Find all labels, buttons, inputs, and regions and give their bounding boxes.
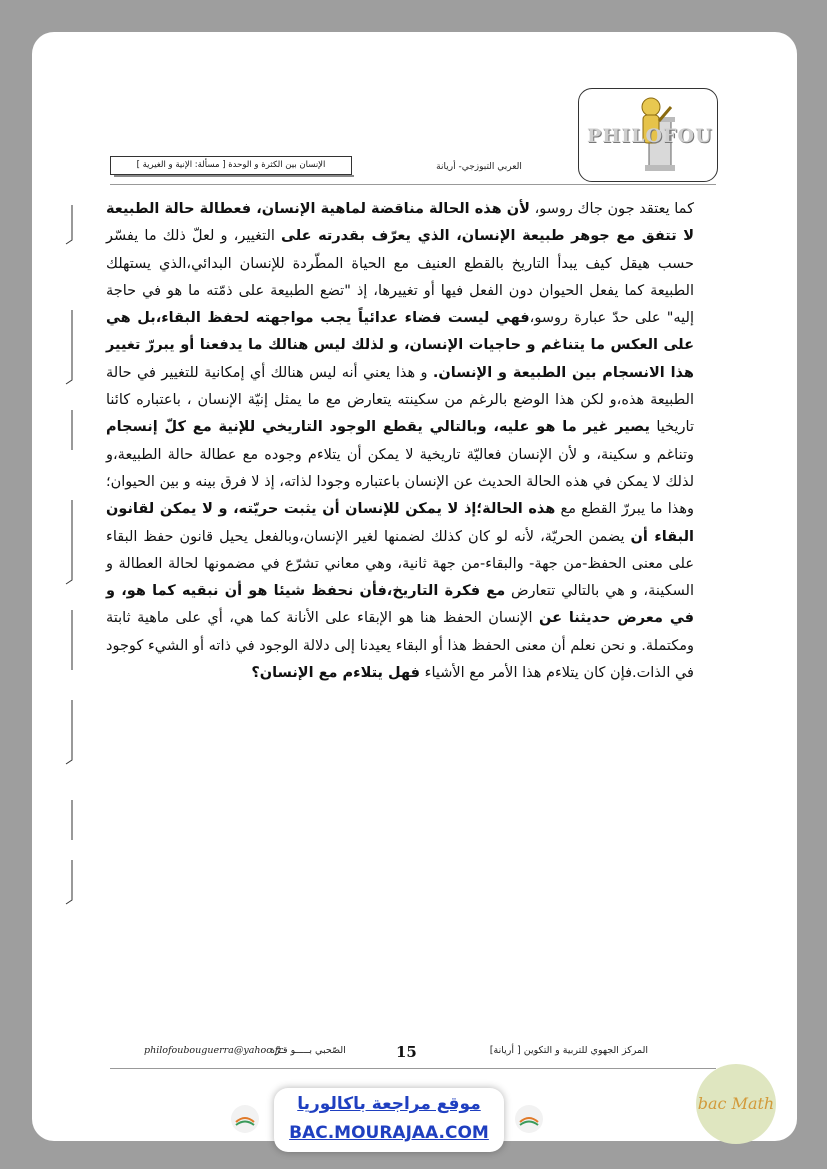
body-segment: وتناغم و سكينة، و لأن الإنسان فعاليّة تاريخية لا يمكن أن يتلاءم وجوده مع عطالة حالة الطبيعة،و لذلك لا يمكن في هذه الحالة الحديث عن الإنسان باعتباره وجودا لذاته، إذ لا فرق بينه و بين الحيوان؛ وهذا ما يبررّ القطع مع (106, 446, 694, 518)
footer-rule (110, 1068, 716, 1069)
footer-author: الصّحبي بـــــو قـرّة (270, 1045, 346, 1056)
body-segment: و هذا يعني أنه ليس هنالك أي إمكانية للتغيير في حالة الطبيعة هذه،و لكن هذا الوضع بالرغم من سكينته يتعارض مع ما يمثل إنيّة الإنسان ، باعتباره كائنا تاريخيا (106, 364, 694, 436)
philofou-logo (578, 88, 718, 182)
body-segment-bold: لأن هذه الحالة مناقضة لماهية الإنسان، فعطالة حالة الطبيعة لا تتفق مع جوهر طبيعة الإنسان، الذي يعرّف بقدرته على (106, 201, 695, 245)
body-segment: التغيير، و لعلّ ذلك ما يفسّر حسب هيقل كيف يبدأ التاريخ بالقطع العنيف مع الحياة المطّردة للإنسان البدائي،الذي يستهلك الطبيعة كما يفعل الحيوان دون الفعل فيها أو تغييرها، إذ "تضع الطبيعة على ذمّته ما هو في حاجة إليه" على حدّ عبارة روسو، (106, 228, 694, 327)
header-author: العربي التبوزجي- أريانة (436, 162, 522, 172)
body-segment-bold: فهل يتلاءم مع الإنسان؟ (251, 665, 421, 682)
book-logo-icon (514, 1104, 544, 1134)
margin-ornament (62, 200, 76, 920)
body-segment: يضمن الحريّة، لأنه لو كان كذلك لضمنها لغير الإنسان،وبالفعل يحيل قانون حفظ البقاء على معنى الحفظ-من جهة- والبقاء-من جهة ثانية، وهي معاني تشرّع في مضمونها لحالة العطالة و السكينة، و هي بالتالي تتعارض (106, 528, 694, 600)
header-title: الإنسان بين الكثرة و الوحدة [ مسألة: الإنية و الغيرية ] (110, 156, 352, 175)
banner-latin-link[interactable]: BAC.MOURAJAA.COM (289, 1123, 489, 1143)
page-number: 15 (396, 1043, 417, 1061)
site-banner[interactable] (274, 1088, 504, 1152)
body-segment: الإنسان الحفظ هنا هو الإبقاء على الأنانة كما هي، أي على ماهية ثابتة ومكتملة. و نحن نعلم أن معنى الحفظ هذا أو البقاء يعيدنا إلى دلالة الوجود في ذاته أو الشيء كوجود في الذات.فإن كان يتلاءم هذا الأمر مع الأشياء (106, 610, 694, 682)
logo-text: PHILOFOU (587, 125, 713, 147)
footer-email: philofoubouguerra@yahoo.fr (144, 1045, 283, 1056)
bac-math-badge: bac Math (696, 1064, 776, 1144)
header-title-shadow (114, 175, 354, 177)
body-segment-bold: هذه الحالة؛إذ لا يمكن للإنسان أن يثبت حريّته، و لا يمكن لقانون البقاء أن (106, 501, 694, 545)
body-segment-bold: يصير غير ما هو عليه، وبالتالي يقطع الوجود التاريخي للإنية مع كلّ إنسجام (106, 419, 650, 436)
footer-institution: المركز الجهوي للتربية و التكوين [ أريانة] (489, 1045, 648, 1056)
body-text (106, 196, 694, 687)
body-segment-bold: فهي ليست فضاء عدائياً يجب مواجهته لحفظ البقاء،بل هي على العكس ما يتناغم و حاجيات الإنسان، و لذلك ليس هنالك ما يدفعنا أو يبررّ تغيير هذا الانسجام بين الطبيعة و الإنسان. (106, 310, 694, 381)
body-segment-bold: مع فكرة التاريخ،فأن نحفظ شيئا هو أن نبقيه كما هو، و في معرض حديثنا عن (106, 583, 694, 627)
body-segment: كما يعتقد جون جاك روسو، (529, 201, 694, 217)
banner-arabic-link[interactable]: موقع مراجعة باكالوريا (297, 1094, 481, 1114)
header-rule (110, 184, 716, 185)
book-logo-icon (230, 1104, 260, 1134)
